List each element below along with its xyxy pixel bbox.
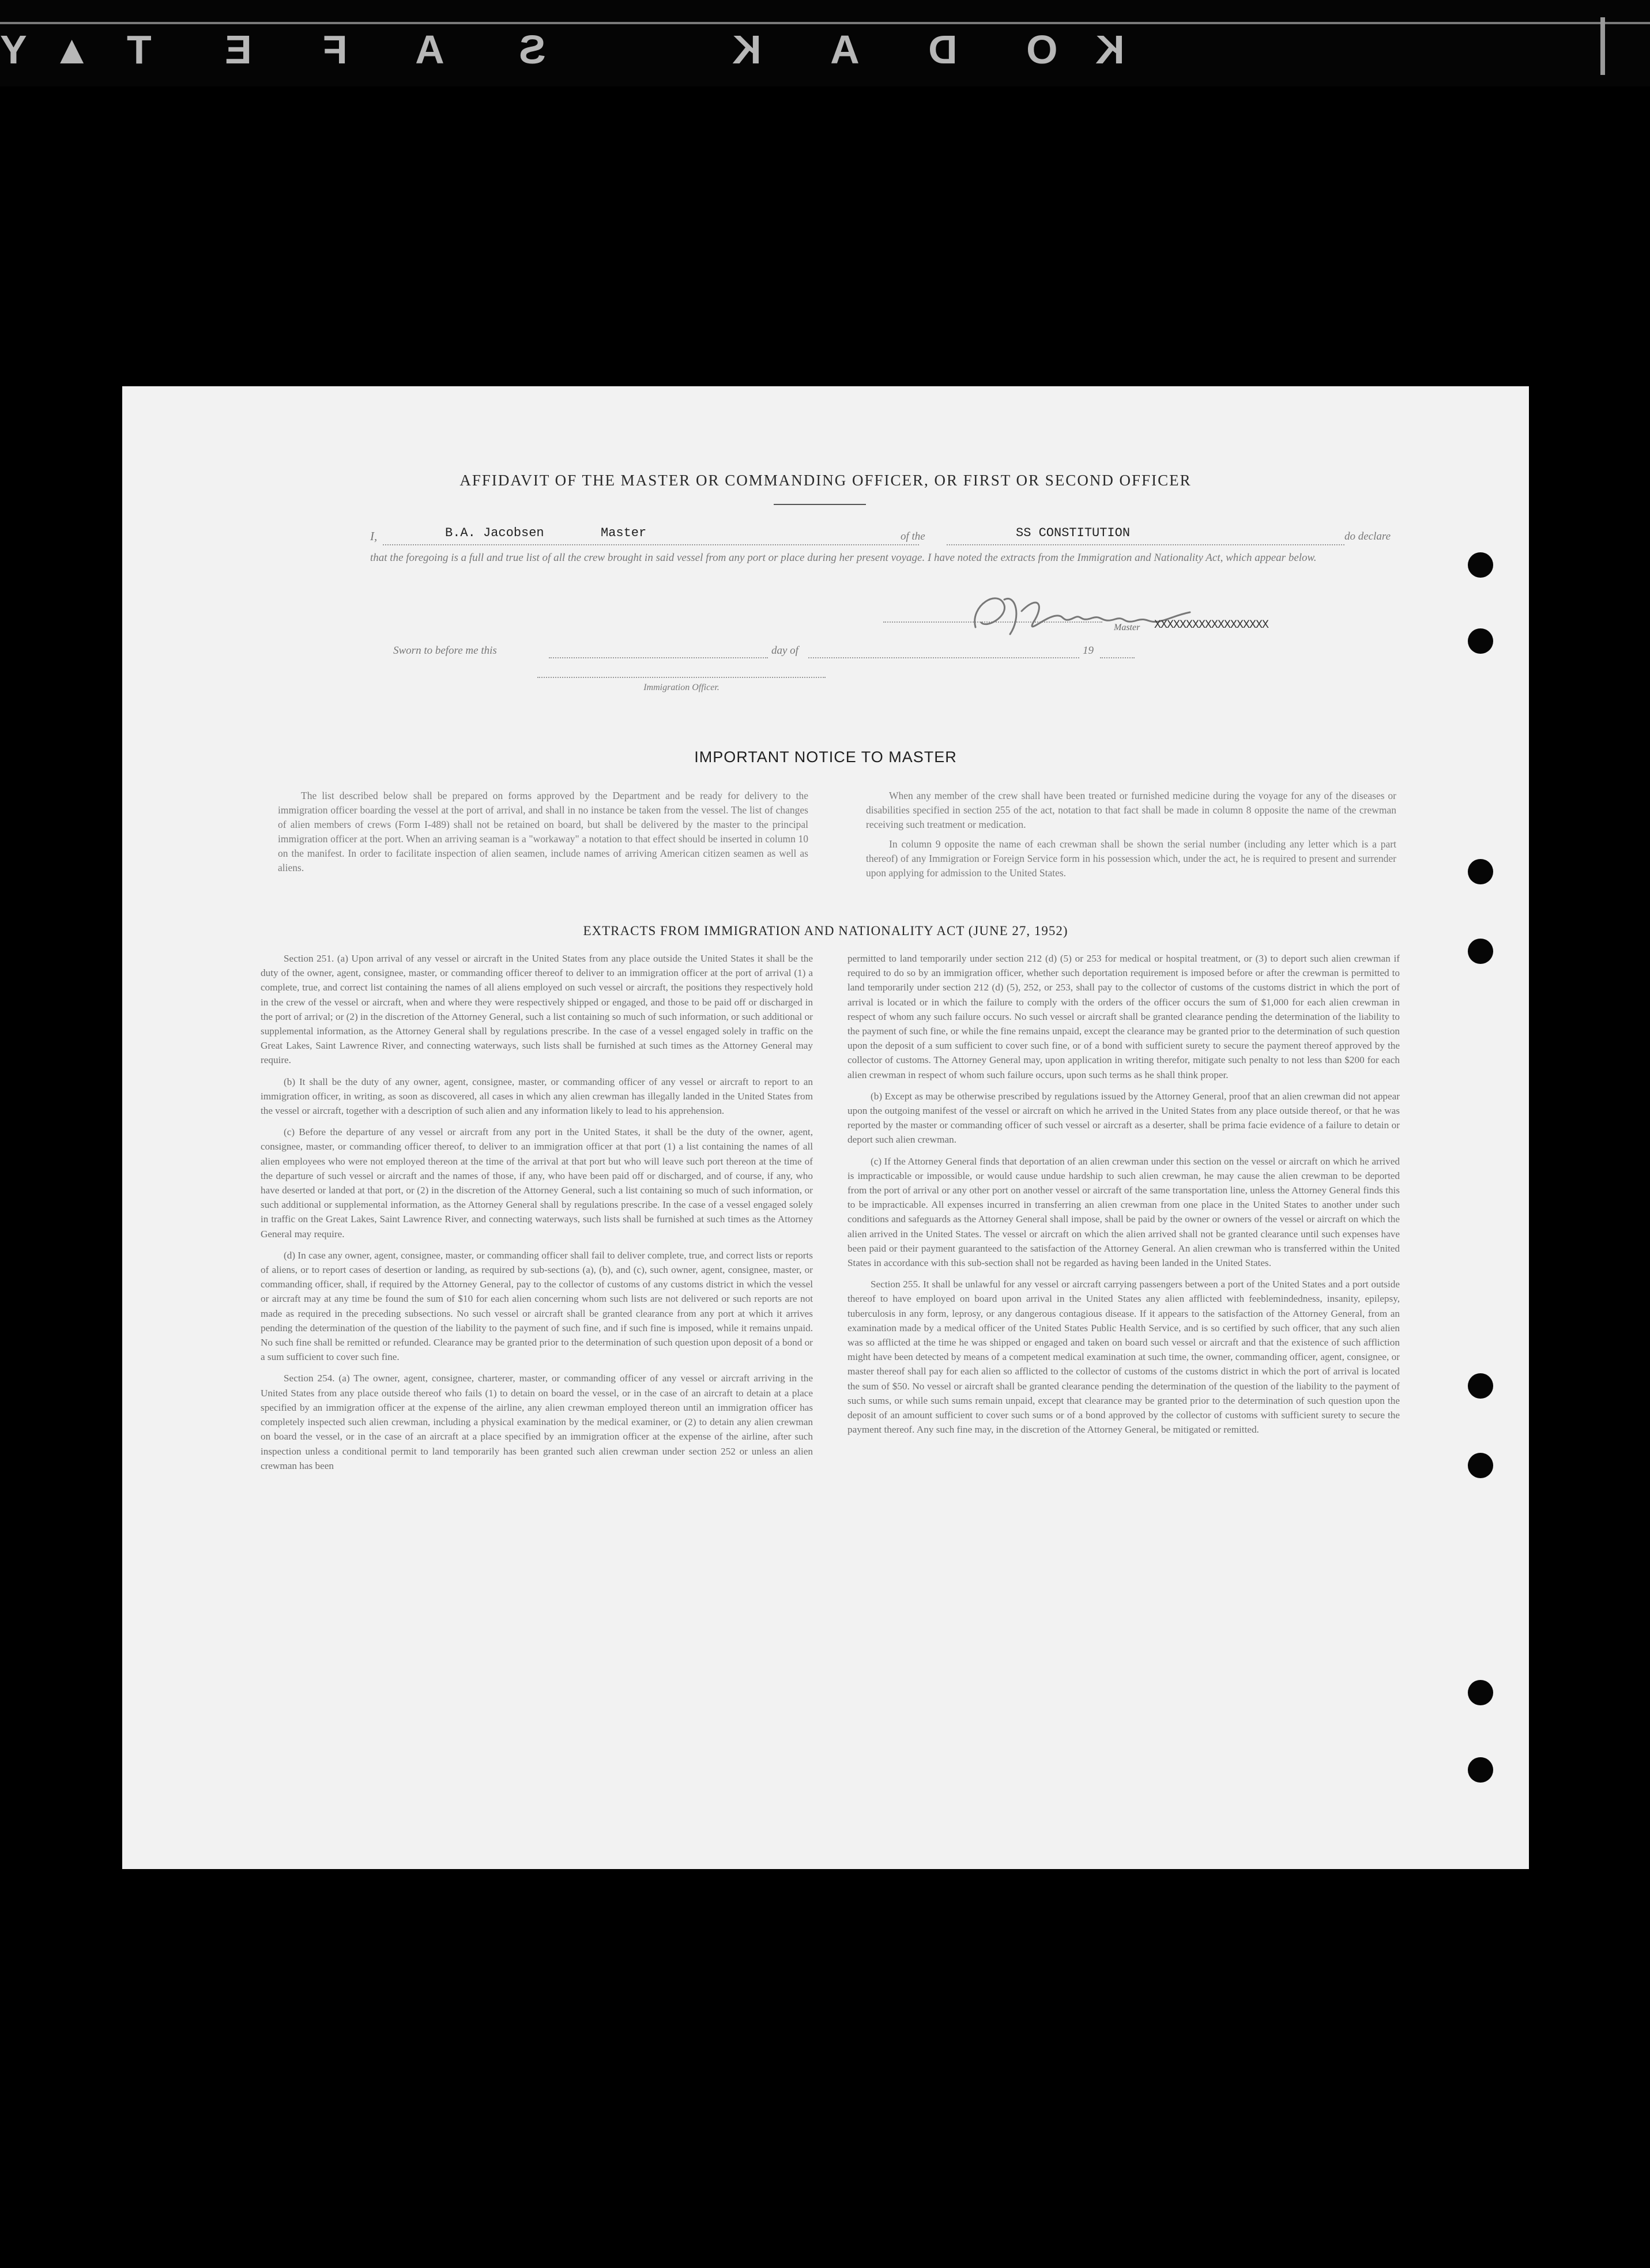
punch-hole-icon (1468, 859, 1493, 884)
film-edge-text (0, 27, 1153, 73)
struck-out-title: XXXXXXXXXXXXXXXXXX (1154, 619, 1269, 632)
section-254c-paragraph: (c) If the Attorney General finds that deportation of an alien crewman under this section on the vessel or aircraft on which he arrived is impracticable or impossible, or would cause undue hardship to such alien crewman, he may cause the alien crewman to be deported from the port of arrival or any other port on another vessel or aircraft of the same transportation line, unless the Attorney General finds this to be impracticable. All expenses incurred in transferring an alien crewman from one place in the United States to another under such conditions and safeguards as the Attorney General shall impose, shall be paid by the owner or owners of the vessel or aircraft on which the alien arrived in the United States. The vessel or aircraft on which the alien arrived shall not be granted clearance until such expenses have been paid or their payment guaranteed to the satisfaction of the Attorney General. An alien crewman who is transferred within the United States in accordance with this sub-section shall not be regarded as having been landed in the United States. (847, 1155, 1400, 1269)
film-edge-letter: E (225, 27, 252, 72)
film-edge-arrow-icon: ▲ (52, 27, 92, 72)
affidavit-title: AFFIDAVIT OF THE MASTER OR COMMANDING OFFICER, OR FIRST OR SECOND OFFICER (459, 472, 1192, 489)
notice-paragraph: The list described below shall be prepared on forms approved by the Department and be ready for delivery to the immigration officer boarding the vessel at the port of arrival, and shall in no instance be taken from the vessel. The list of changes of alien members of crews (Form I-489) shall not be retained on board, but shall be delivered by the master to the principal immigration officer at the port. When an arriving seaman is a "workaway" a notation to that effect should be inserted in column 10 on the manifest. In order to facilitate inspection of alien seamen, include names of arriving American citizen seamen as well as aliens. (278, 790, 808, 873)
i-label: I, (370, 529, 378, 543)
section-251c-paragraph: (c) Before the departure of any vessel or aircraft from any port in the United States, it shall be the duty of the owner, agent, consignee, master, or commanding officer thereof, to deliver to an immigration officer at that port (1) a list containing the names of all alien employees who were not employed thereon at the time of the arrival at that port but who will leave such port thereon at the time of the departure of such vessel or aircraft and the names of those, if any, who have been paid off or discharged, and of course, if any, who have deserted or landed at that port, or (2) in the discretion of the Attorney General, such a list containing so much of such information, or such additional or supplemental information, as the Attorney General shall by regulations prescribe. In the case of a vessel engaged solely in traffic on the Great Lakes, Saint Lawrence River, and connecting waterways, such lists shall be furnished at such times as the Attorney General may require. (261, 1127, 813, 1240)
punch-hole-icon (1468, 1373, 1493, 1399)
year-label: 19 (1083, 645, 1094, 657)
title-divider (774, 504, 866, 505)
day-of-label: day of (771, 645, 798, 657)
film-edge-letter: A (415, 27, 444, 72)
extracts-left-column (261, 951, 813, 1480)
section-251d-paragraph: (d) In case any owner, agent, consignee, master, or commanding officer shall fail to deliver complete, true, and correct lists or reports of aliens, or to report cases of desertion or landing, as required by sub-sections (a), (b), and (c), such owner, agent, consignee, master, or commanding officer, shall, if required by the Attorney General, pay to the collector of customs of any customs district in which the vessel or aircraft may at any time be found the sum of $10 for each alien concerning whom such lists are not delivered or such reports are not made as required in the preceding subsections. No such vessel or aircraft shall be granted clearance from any port at which it arrives pending the determination of the question of the liability to the payment of such fine, and if such fine is imposed, while it remains unpaid. No such fine shall be remitted or refunded. Clearance may be granted prior to the determination of such question upon deposit of a bond or a sum sufficient to cover such fine. (261, 1249, 813, 1363)
punch-hole-icon (1468, 628, 1493, 654)
officer-signature-line (537, 677, 826, 678)
declaration-text: that the foregoing is a full and true list of all the crew brought in said vessel from any port or place during her present voyage. I have noted the extracts from the Immigration and Nationality Act, which appear below. (370, 552, 1317, 564)
punch-hole-icon (1468, 1757, 1493, 1783)
vessel-field-line (947, 544, 1344, 545)
affidavit-declaration-line (370, 525, 1402, 548)
notice-paragraph: When any member of the crew shall have been treated or furnished medicine during the voyage for any of the diseases or disabilities specified in section 255 of the act, notation to that fact shall be made in column 8 opposite the name of the crewman receiving such treatment or medication. (866, 790, 1396, 830)
notice-paragraph: In column 9 opposite the name of each crewman shall be shown the serial number (including any letter which is a part thereof) of any Immigration or Foreign Service form in his possession which, under the act, he is required to present and surrender upon applying for admission to the United States. (866, 838, 1396, 879)
section-255-paragraph: Section 255. It shall be unlawful for any vessel or aircraft carrying passengers between a port of the United States and a port outside thereof to have employed on board upon arrival in the United States any alien afflicted with feeblemindedness, insanity, epilepsy, tuberculosis in any form, leprosy, or any dangerous contagious disease. If it appears to the satisfaction of the Attorney General, from an examination made by a medical officer of the United States Public Health Service, and is so certified by such officer, that any such alien was so afflicted at the time he was shipped or engaged and taken on board such vessel or aircraft and that the existence of such affliction might have been detected by means of a competent medical examination at such time, the owner, commanding officer, agent, consignee, or master thereof shall pay for each alien so afflicted to the collector of customs of the customs district in which the port of arrival is located the sum of $50. No vessel or aircraft shall be granted clearance pending the determination of the question of the liability to the payment of such sums, or while such sums remain unpaid, except that clearance may be granted prior to the determination of such question upon the deposit of an amount sufficient to cover such sums or of a bond approved by the collector of customs with sufficient surety to secure the payment thereof. Any such fine may, in the discretion of the Attorney General, be mitigated or remitted. (847, 1279, 1400, 1436)
vessel-name-value: SS CONSTITUTION (1016, 526, 1131, 540)
film-edge-letter: K (1095, 27, 1125, 72)
master-label: Master (1114, 623, 1140, 632)
film-strip-header (0, 0, 1650, 86)
immigration-officer-label: Immigration Officer. (643, 683, 719, 692)
year-field (1100, 657, 1135, 658)
name-rank-field-line (383, 544, 919, 545)
section-254b-paragraph: (b) Except as may be otherwise prescribed by regulations issued by the Attorney General, proof that an alien crewman did not appear upon the outgoing manifest of the vessel or aircraft on which he arrived in the United States from any place outside thereof, or that he was reported by the master or commanding officer of such vessel or aircraft as a deserter, shall be prima facie evidence of a failure to detain or deport such alien crewman. (847, 1090, 1400, 1146)
punch-hole-icon (1468, 939, 1493, 964)
punch-hole-icon (1468, 1453, 1493, 1478)
film-edge-letter: S (519, 27, 546, 72)
month-field (808, 657, 1079, 658)
of-the-label: of the (901, 530, 925, 542)
section-254a-paragraph: Section 254. (a) The owner, agent, consignee, charterer, master, or commanding officer of any vessel or aircraft arriving in the United States from any place outside thereof who fails (1) to detain on board the vessel, or in the case of an aircraft to detain at a place specified by an immigration officer at the expense of the airline, any alien crewman employed thereon until an immigration officer has completely inspected such alien crewman, including a physical examination by the medical examiner, or (2) to detain any alien crewman on board the vessel, or in the case of an aircraft at a place specified by an immigration officer at the expense of the airline, after such inspection unless a conditional permit to land temporarily has been granted such alien crewman under section 252 or unless an alien crewman has been (261, 1373, 813, 1471)
section-254a-continued-paragraph: permitted to land temporarily under section 212 (d) (5) or 253 for medical or hospital treatment, or (3) to deport such alien crewman if required to do so by an immigration officer, whether such deportation requirement is imposed before or after the crewman is permitted to land temporarily under section 212 (d) (5), 252, or 253, shall pay to the collector of customs of the customs district in which the port of arrival is located or in which the failure to comply with the orders of the officer occurs the sum of $1,000 for each alien crewman in respect of whom any such failure occurs. No such vessel or aircraft shall be granted clearance pending the determination of the liability to the payment of such fine, or while the fine remains unpaid, except the clearance may be granted prior to the determination of such question upon the deposit of a sum sufficient to cover such fine, or of a bond with sufficient surety to secure the payment thereof approved by the collector of customs. The Attorney General may, upon application in writing therefor, mitigate such penalty to not less than $200 for each alien crewman in respect of whom such failure occurs, upon such terms as he shall think proper. (847, 953, 1400, 1080)
punch-hole-icon (1468, 552, 1493, 578)
section-251b-paragraph: (b) It shall be the duty of any owner, agent, consignee, master, or commanding officer of any vessel or aircraft to report to an immigration officer, in writing, as soon as discovered, all cases in which any alien crewman has illegally landed in the United States from the vessel or aircraft, together with a description of such alien and any information likely to lead to his apprehension. (261, 1076, 813, 1117)
notice-left-column (278, 789, 808, 880)
film-edge-letter: Y (0, 27, 27, 72)
sworn-label: Sworn to before me this (393, 645, 497, 657)
rank-value: Master (601, 526, 647, 540)
film-edge-letter: T (127, 27, 152, 72)
film-edge-letter: D (928, 27, 958, 72)
notice-right-column (866, 789, 1396, 886)
extracts-right-column (847, 951, 1400, 1444)
film-edge-letter: F (323, 27, 348, 72)
film-edge-letter: O (1026, 27, 1058, 72)
do-declare-label: do declare (1344, 530, 1391, 542)
film-edge-letter: K (732, 27, 762, 72)
punch-hole-icon (1468, 1680, 1493, 1705)
film-edge-line (0, 22, 1650, 24)
notice-title: IMPORTANT NOTICE TO MASTER (694, 748, 957, 766)
document-page (122, 386, 1529, 1869)
master-name-value: B.A. Jacobsen (445, 526, 544, 540)
section-251a-paragraph: Section 251. (a) Upon arrival of any vessel or aircraft in the United States from any place outside the United States it shall be the duty of the owner, agent, consignee, master, or commanding officer thereof to deliver to an immigration officer at the port of arrival (1) a complete, true, and correct list containing the names of all aliens employed on such vessel or aircraft, the positions they respectively hold in the crew of the vessel or aircraft, when and where they were respectively shipped or engaged, and those to be paid off or discharged in the port of arrival; or (2) in the discretion of the Attorney General, such a list containing so much of such information, or such additional or supplemental information, as the Attorney General shall by regulations prescribe. In the case of a vessel engaged solely in traffic on the Great Lakes, Saint Lawrence River, and connecting waterways, such lists shall be furnished at such times as the Attorney General may require. (261, 953, 813, 1066)
film-edge-tick (1600, 17, 1605, 75)
sworn-line (393, 640, 1143, 663)
extracts-title: EXTRACTS FROM IMMIGRATION AND NATIONALITY ACT (JUNE 27, 1952) (583, 924, 1068, 938)
sworn-date-field (549, 657, 768, 658)
film-edge-letter: A (830, 27, 860, 72)
